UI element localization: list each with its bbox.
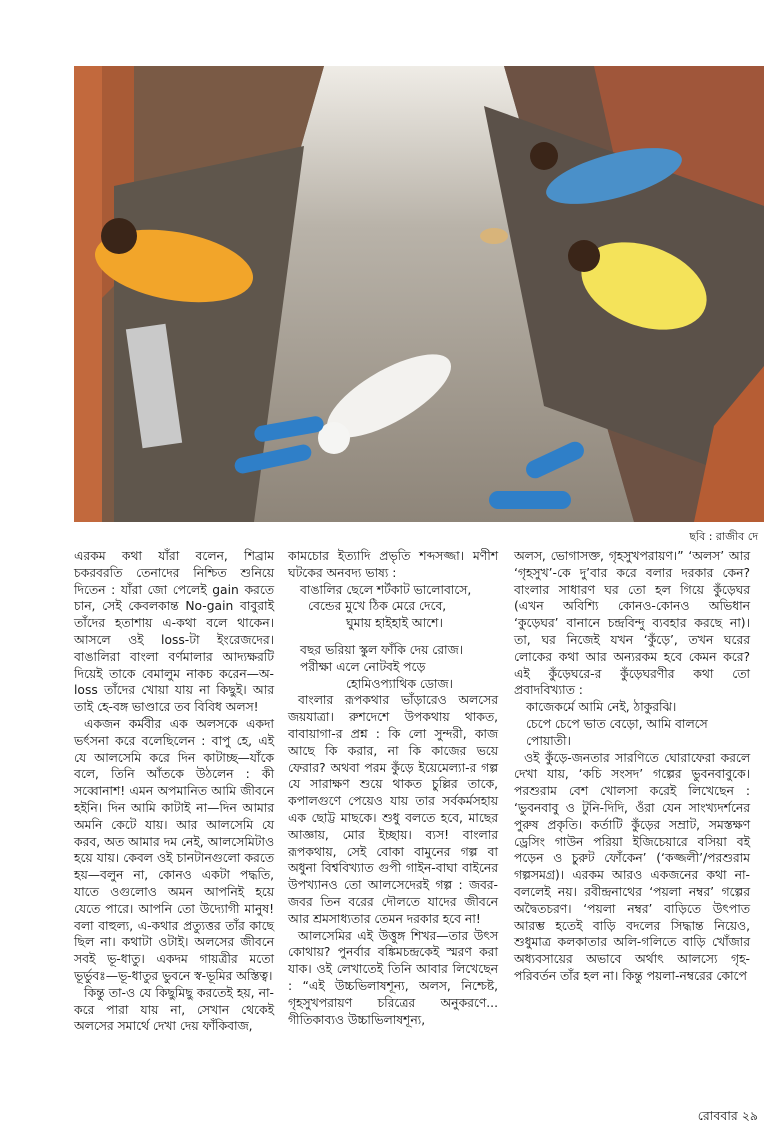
column-1 [74,548,274,1035]
verse-line: বেন্ডের মুখে ঠিক মেরে দেবে, [308,599,447,614]
verse-line: চেপে চেপে ভাত বেড়ো, আমি বালসে পোয়াতী। [526,716,708,748]
paragraph: কিন্তু তা-ও যে কিছুমিছু করতেই হয়, না-করে পারা যায় না, সেখান থেকেই অলসের সমার্থে দেখা দেয় ফাঁকিবাজ, [74,985,274,1034]
verse-line: বছর ভরিয়া স্কুল ফাঁকি দেয় রোজ। [300,642,463,657]
paragraph: বাংলার রূপকথার ভাঁড়ারেও অলসের জয়যাত্রা। রুশদেশে উপকথায় থাকত, বাবায়াগা-র প্রশ্ন : কি লো সুন্দরী, কাজ আছে কি করার, না কি কাজের ভয়ে ফেরার? অথবা পরম কুঁড়ে ইয়েমেল্যা-র গল্প যে সারাক্ষণ শুয়ে থাকত চুল্লির তাকে, কপালগুণে পেয়েও যায় তার সর্বকর্মসহায় এক ছোট্ট মাছকে। শুধু বলতে হবে, মাছের আজ্ঞায়, মোর ইচ্ছায়। ব্যস! বাংলার রূপকথায়, সেই বোকা বামুনের গল্প বা অধুনা বিশ্ববিখ্যাত গুপী গাইন-বাঘা বাইনের উপখ্যানও তো আলসেদেরই গল্প : জবর-জবর তিন বরের দৌলতে যাদের জীবনে আর শ্রমসাধ্যতার তেমন দরকার হবে না! [288,693,498,926]
article-photo [74,66,764,522]
verse-line: হোমিওপ্যাথিক ডোজ। [346,676,453,691]
column-3 [514,548,750,985]
paragraph: আলসেমির এই উত্তুঙ্গ শিখর—তার উৎস কোথায়? পুনর্বার বঙ্কিমচন্দ্রকেই স্মরণ করা যাক। ওই লেখাতেই তিনি আবার লিখেছেন : “এই উচ্চভিলাষশূন্য, অলস, নিশ্চেষ্ট, গৃহসুখপরায়ণ চরিত্রের অনুকরণে... গীতিকাব্যও উচ্চাভিলাষশূন্য, [288,928,498,1027]
page-footer: রোববার ২৯ [697,1108,758,1123]
paragraph: একজন কর্মবীর এক অলসকে একদা ভর্ৎসনা করে বলেছিলেন : বাপু হে, এই যে আলসেমি করে দিন কাটাচ্ছ—যাঁকে বলে, তিনি আঁতকে উঠলেন : কী সব্বোনাশ! এমন অপমানিত আমি জীবনে হইনি। দিন আমি কাটাই না—দিন আমার অমনি কেটে যায়। আর আলসেমি যে করব, অত আমার দম নেই, আলসেমিটাও হয়ে যায়। কেবল ওই চানটানগুলো করতে হয়—বলুন না, কোনও একটা পদ্ধতি, যাতে ওগুলোও অমন আপনিই হয়ে যেতে পারে। আপনি তো উদ্যোগী মানুষ! বলা বাহুল্য, এ-কথার প্রত্যুত্তর তাঁর কাছে ছিল না। কথাটা ওটাই। অলসের জীবনে সবই ভূ-ধাতু। একদম গায়ত্রীর মতো ভূর্ভুবঃ—ভূ-ধাতুর ভুবনে স্ব-ভূমির অস্তিত্ব। [74,716,274,983]
column-2 [288,548,498,1028]
paragraph: অলস, ভোগাসক্ত, গৃহসুখপরায়ণ।” ‘অলস’ আর ‘গৃহসুখ’-কে দু’বার করে বলার দরকার কেন? বাংলার সাধারণ ঘর তো হল গিয়ে কুঁড়েঘর (এখন অবিশ্যি কোনও-কোনও অভিধান ‘কুড়েঘর’ বানানে চন্দ্রবিন্দু ব্যবহার করছে না)। তা, ঘর নিজেই যখন ‘কুঁড়ে’, তখন ঘরের লোকের কথা আর অন্যরকম হবে কেমন করে? এই কুঁড়েঘরে-র কুঁড়েঘরণীর কথা তো প্রবাদবিখ্যাত : [514,549,750,698]
verse-line: ঘুমায় হাইহাই আশে। [346,616,443,631]
verse-block [288,642,498,692]
paragraph: এরকম কথা যাঁরা বলেন, শিব্রাম চকরবরতি তেনাদের নিশ্চিত শুনিয়ে দিতেন : যাঁরা জো পেলেই gain করতে চান, সেই কেবলকান্ত No-gain বাবুরাই তাঁদের হতাশায় এ-কথা বলে থাকেন। আসলে ওই loss-টা ইংরেজদের। বাঙালিরা বাংলা বর্ণমালার আদ্যক্ষরটি দিয়েই তাকে বেমালুম নাকচ করেন—অ-loss তাঁদের খোয়া যায় না কিছুই। আর তাই হে-বঙ্গ ভাণ্ডারে তব বিবিধ অলস! [74,549,274,715]
verse-line: বাঙালির ছেলে শর্টকাট ভালোবাসে, [300,582,472,597]
verse-line: পরীক্ষা এলে নোটবই পড়ে [300,659,426,674]
verse-block [514,699,750,749]
paragraph: কামচোর ইত্যাদি প্রভৃতি শব্দসজ্জা। মণীশ ঘটকের অনবদ্য ভাষ্য : [288,549,498,580]
verse-line: কাজেকর্মে আমি নেই, ঠাকুরঝি। [526,700,677,715]
paragraph: ওই কুঁড়ে-জনতার সারণিতে ঘোরাফেরা করলে দেখা যায়, ‘কচি সংসদ’ গল্পের ভুবনবাবুকে। পরশুরাম বেশ খোলসা করেই লিখেছেন : ‘ভুবনবাবু ও টুনি-দিদি, ওঁরা যেন সাংখ্যদর্শনের পুরুষ প্রকৃতি। কর্তাটি কুঁড়ের সম্রাট, সমস্তক্ষণ ড্রেসিং গাউন পরিয়া ইজিচেয়ারে বসিয়া বই পড়েন ও চুরুট ফোঁকেন’ (‘কজ্জলী’/পরশুরাম গল্পসমগ্র)। এরকম আরও একজনের কথা না-বললেই নয়। রবীন্দ্রনাথের ‘পয়লা নম্বর’ গল্পের অদ্বৈতচরণ। ‘পয়লা নম্বর’ বাড়িতে উৎপাত আরম্ভ হতেই বাড়ি বদলের সিদ্ধান্ত নিয়েও, শুধুমাত্র কলকাতার অলি-গলিতে বাড়ি খোঁজার অধ্যবসায়ের অভাবে অর্থাৎ আলস্যে গৃহ-পরিবর্তন তাঁর হল না। কিন্তু পয়লা-নম্বরের কোপে [514,750,750,983]
verse-block [288,582,498,632]
photo-credit: ছবি : রাজীব দে [689,530,758,543]
photo-illustration [74,66,764,522]
